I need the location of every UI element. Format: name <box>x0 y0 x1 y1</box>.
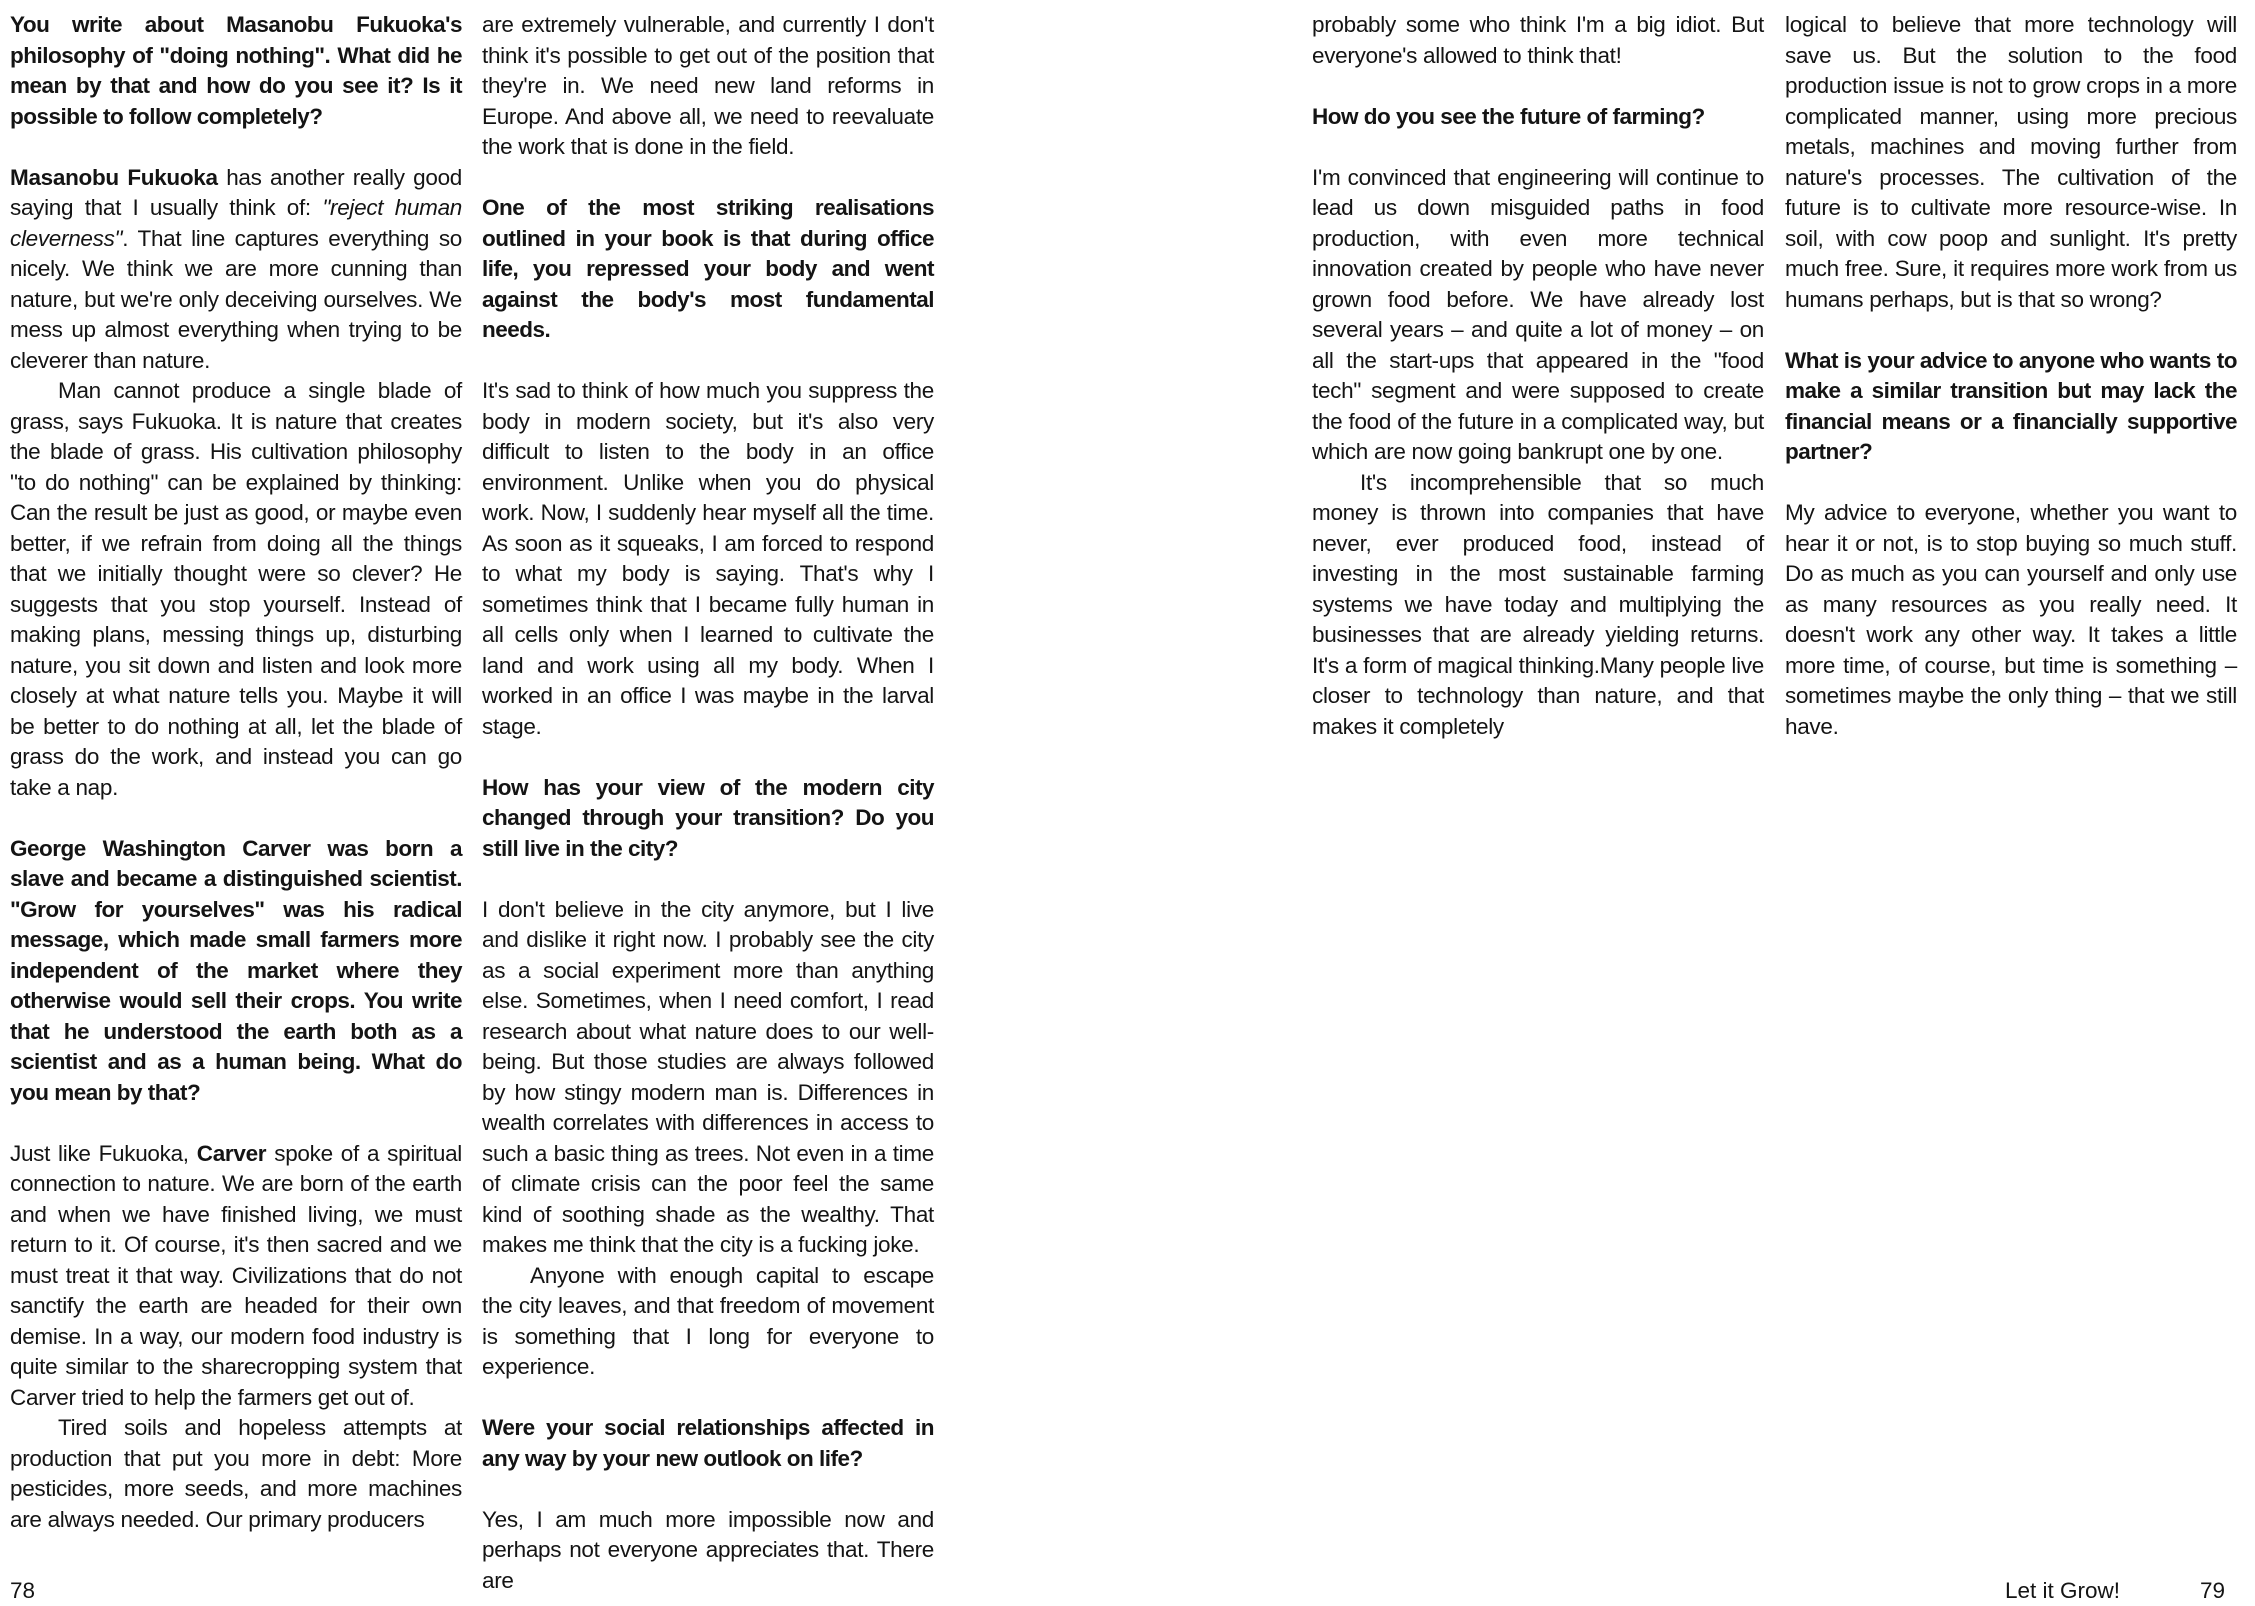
answer-modern-city-p1: I don't believe in the city anymore, but I live and dislike it right now. I probably see the city as a social experiment more than anything else. Sometimes, when I need comfort, I read research about what nature does to our well-being. But those studies are always followed by how stingy modern man is. Differences in wealth correlates with differences in access to such a basic thing as trees. Not even in a time of climate crisis can the poor feel the same kind of soothing shade as the wealthy. That makes me think that the city is a fucking joke. <box>482 896 934 1257</box>
question-future-farming: How do you see the future of farming? <box>1312 103 1705 129</box>
column-1 <box>10 10 462 1535</box>
question-social-relationships: Were your social relationships affected in any way by your new outlook on life? <box>482 1415 934 1471</box>
answer-advice: My advice to everyone, whether you want to hear it or not, is to stop buying so much stuff. Do as much as you can yourself and only use as many resources as you really need. It doesn't work any other way. It takes a little more time, of course, but time is something – sometimes maybe the only thing – that we still have. <box>1785 500 2237 739</box>
column-2 <box>482 10 934 1596</box>
answer-social-relationships: Yes, I am much more impossible now and perhaps not everyone appreciates that. There are <box>482 1506 934 1593</box>
question-fukuoka: You write about Masanobu Fukuoka's philosophy of "doing nothing". What did he mean by that and how do you see it? Is it possible to follow completely? <box>10 12 462 129</box>
answer-fukuoka-p2: Man cannot produce a single blade of grass, says Fukuoka. It is nature that creates the blade of grass. His cultivation philosophy "to do nothing" can be explained by thinking: Can the result be just as good, or maybe even better, if we refrain from doing all the things that we initially thought were so clever? He suggests that you stop yourself. Instead of making plans, messing things up, disturbing nature, you sit down and listen and look more closely at what nature tells you. Maybe it will be better to do nothing at all, let the blade of grass do the work, and instead you can go take a nap. <box>10 378 462 800</box>
page-number-right: 79 <box>2200 1578 2226 1603</box>
answer-future-farming-p1: I'm convinced that engineering will continue to lead us down misguided paths in food production, with even more technical innovation created by people who have never grown food before. We have already lost several years – and quite a lot of money – on all the start-ups that appeared in the "food tech" segment and were supposed to create the food of the future in a complicated way, but which are now going bankrupt one by one. <box>1312 164 1764 464</box>
answer-text: spoke of a spiritual connection to nature. We are born of the earth and when we have finished living, we must return to it. Of course, it's then sacred and we must treat it that way. Civilizations that do not sanctify the earth are headed for their own demise. In a way, our modern food industry is quite similar to the sharecropping system that Carver tried to help the farmers get out of. <box>10 1140 462 1410</box>
column-3 <box>1312 10 1764 742</box>
question-carver: George Washington Carver was born a slave and became a distinguished scientist. "Grow for yourselves" was his radical message, which made small farmers more independent of the market where they otherwise would sell their crops. You write that he understood the earth both as a scientist and as a human being. What do you mean by that? <box>10 835 462 1105</box>
answer-social-continued: probably some who think I'm a big idiot. But everyone's allowed to think that! <box>1312 12 1764 68</box>
answer-future-continued: logical to believe that more technology will save us. But the solution to the food production issue is not to grow crops in a more complicated manner, using more precious metals, machines and moving further from nature's processes. The cultivation of the future is to cultivate more resource-wise. In soil, with cow poop and sunlight. It's pretty much free. Sure, it requires more work from us humans perhaps, but is that so wrong? <box>1785 12 2237 312</box>
name-carver: Carver <box>196 1140 267 1166</box>
answer-text: has another really good saying that I usually think of: <box>10 164 463 220</box>
column-4 <box>1785 10 2237 742</box>
answer-text: . That line captures everything so nicely. We think we are more cunning than nature, but we're only deceiving ourselves. We mess up almost everything when trying to be cleverer than nature. <box>10 225 462 373</box>
answer-carver-p2: Tired soils and hopeless attempts at production that put you more in debt: More pesticides, more seeds, and more machines are always needed. Our primary producers <box>10 1415 462 1532</box>
question-office-life: One of the most striking realisations outlined in your book is that during office life, you repressed your body and went against the body's most fundamental needs. <box>482 195 934 342</box>
answer-carver-p1 <box>10 1139 462 1414</box>
answer-modern-city-p2: Anyone with enough capital to escape the city leaves, and that freedom of movement is something that I long for everyone to experience. <box>482 1262 934 1379</box>
answer-carver-continued: are extremely vulnerable, and currently I don't think it's possible to get out of the position that they're in. We need new land reforms in Europe. And above all, we need to reevaluate the work that is done in the field. <box>482 12 934 159</box>
quote-reject-cleverness: "reject human cleverness" <box>10 195 463 251</box>
answer-future-farming-p2: It's incomprehensible that so much money is thrown into companies that have never, ever produced food, instead of investing in the most sustainable farming systems we have today and multiplying the businesses that are already yielding returns. It's a form of magical thinking.Many people live closer to technology than nature, and that makes it completely <box>1312 469 1764 739</box>
answer-office-life: It's sad to think of how much you suppress the body in modern society, but it's also very difficult to listen to the body in an office environment. Unlike when you do physical work. Now, I suddenly hear myself all the time. As soon as it squeaks, I am forced to respond to what my body is saying. That's why I sometimes think that I became fully human in all cells only when I learned to cultivate the land and work using all my body. When I worked in an office I was maybe in the larval stage. <box>482 378 934 739</box>
answer-fukuoka-p1 <box>10 163 462 377</box>
question-advice: What is your advice to anyone who wants to make a similar transition but may lack the financial means or a financially supportive partner? <box>1785 347 2237 464</box>
page-number-left: 78 <box>10 1578 36 1603</box>
question-modern-city: How has your view of the modern city changed through your transition? Do you still live in the city? <box>482 774 934 861</box>
name-fukuoka: Masanobu Fukuoka <box>10 164 218 190</box>
answer-text: Just like Fukuoka, <box>10 1140 197 1166</box>
running-title: Let it Grow! <box>2005 1578 2121 1603</box>
